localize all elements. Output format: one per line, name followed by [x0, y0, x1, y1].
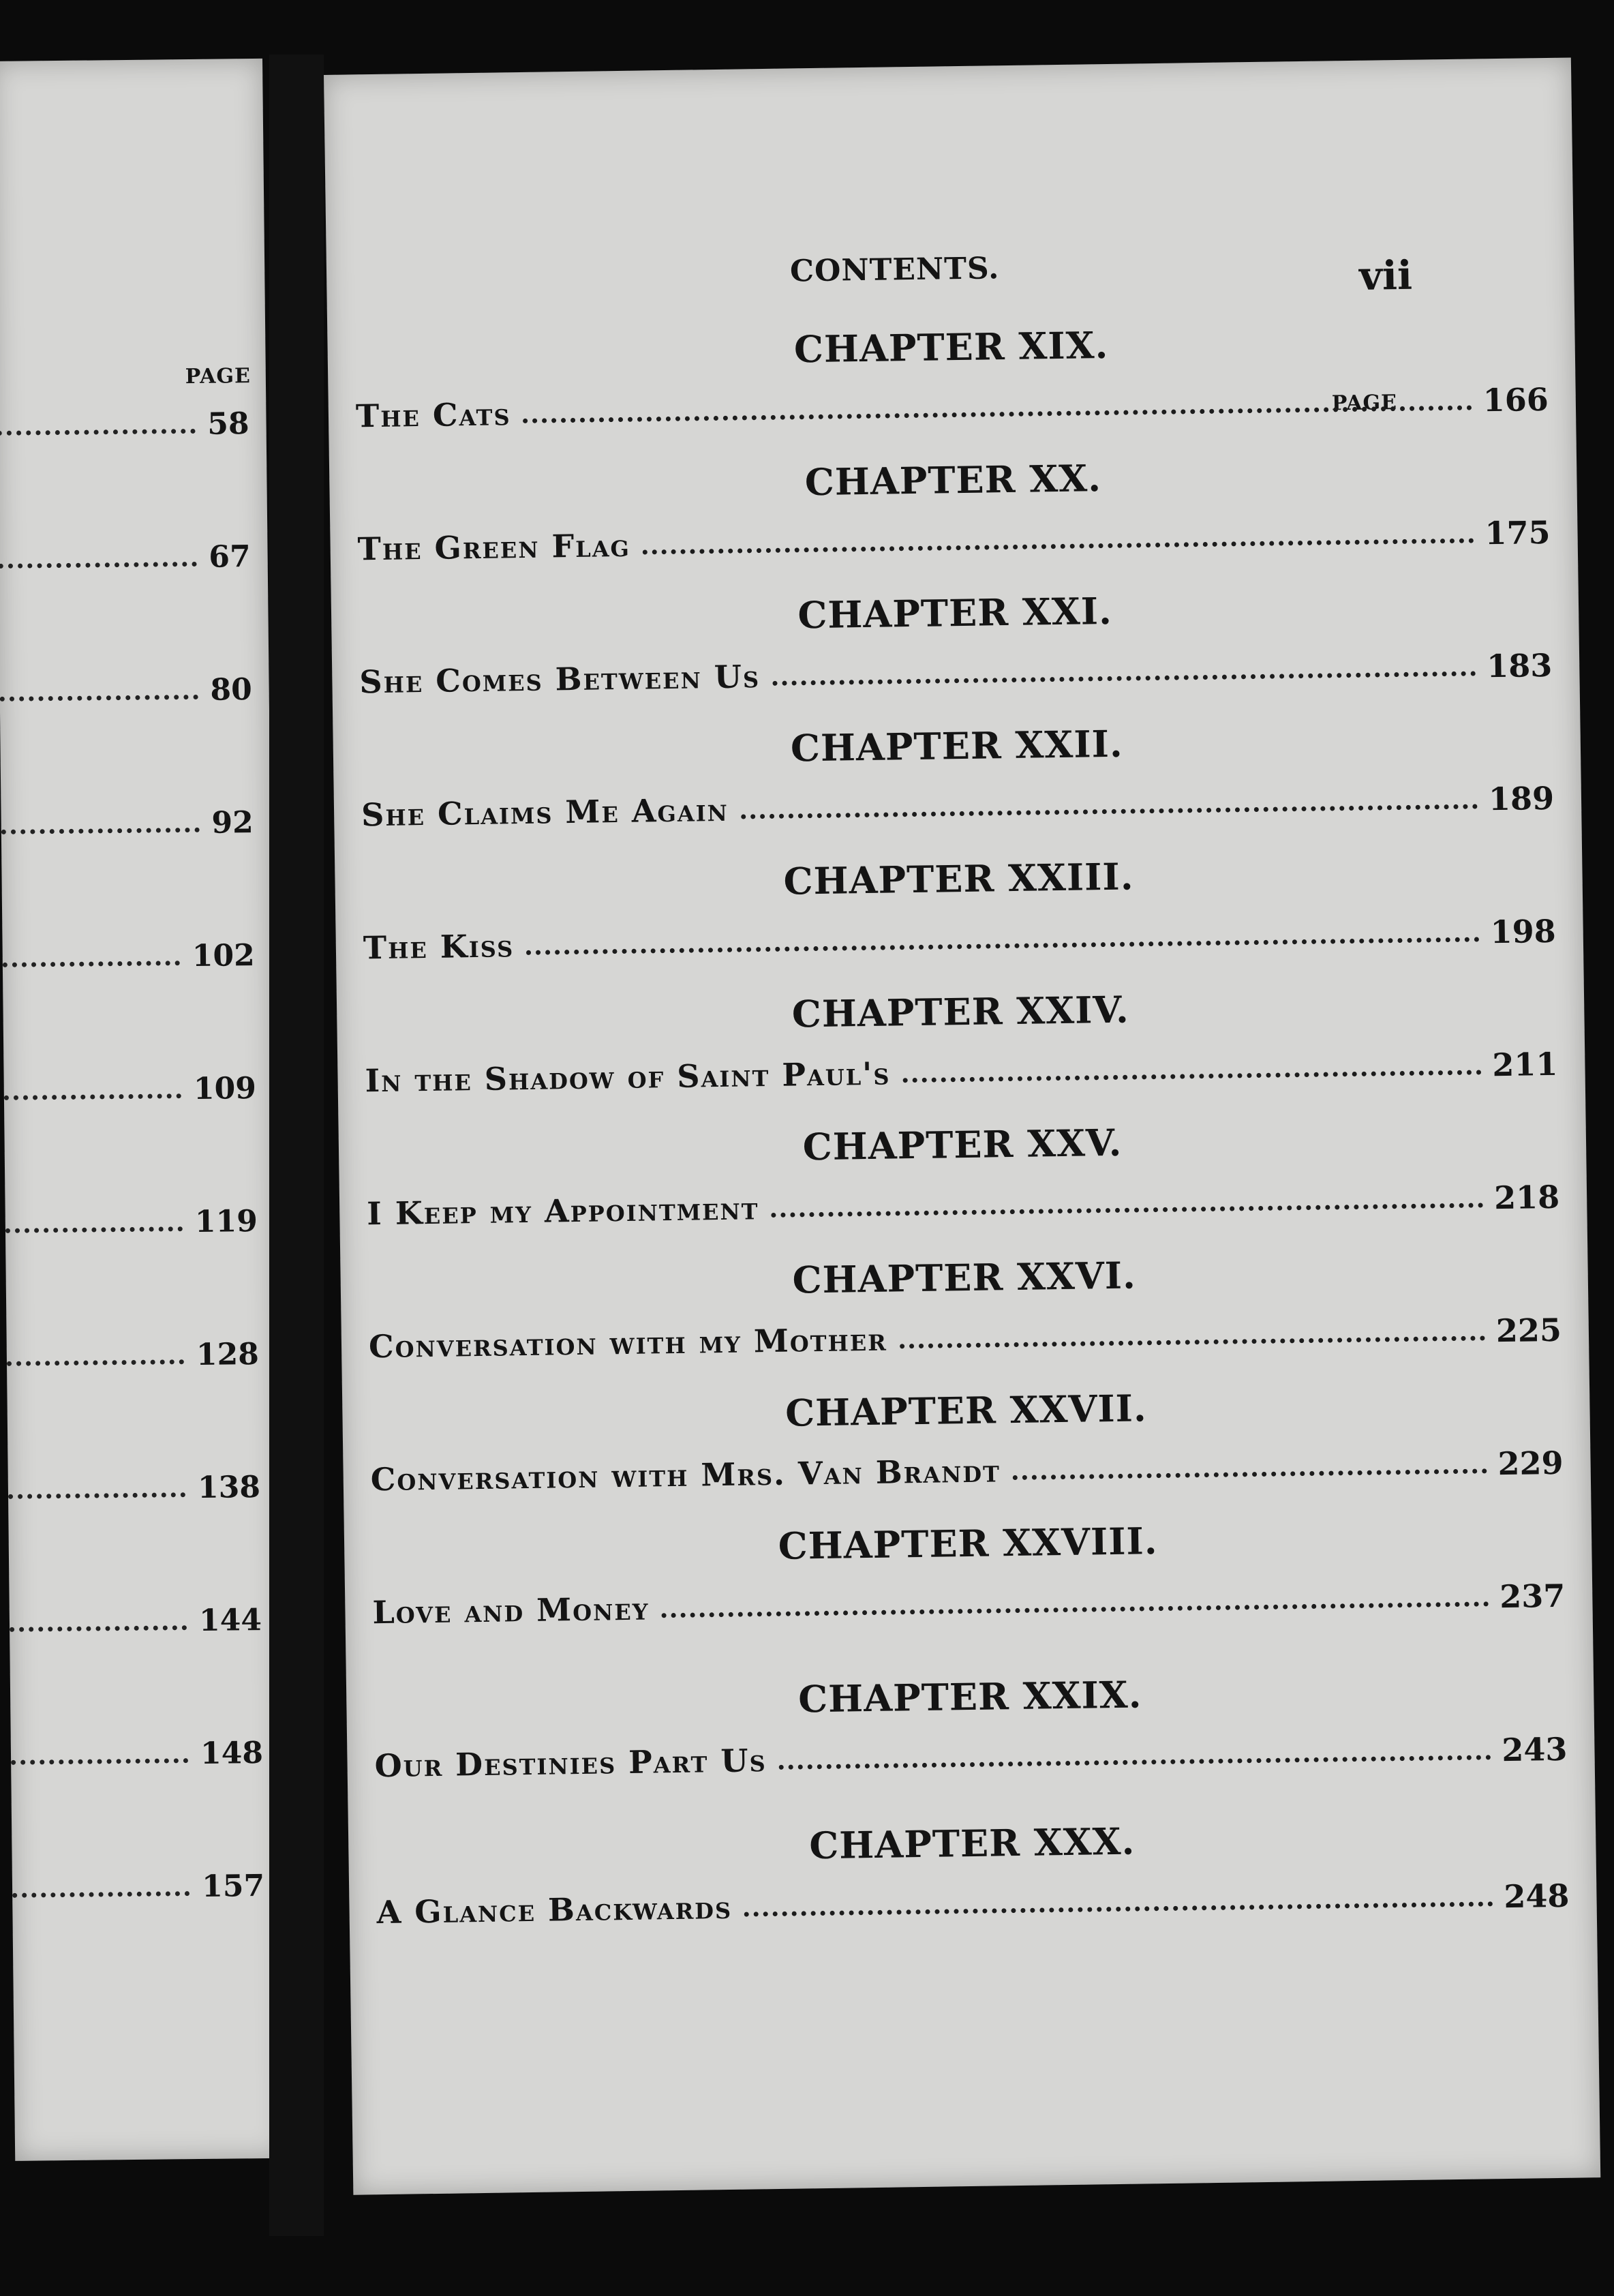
dot-leader	[0, 429, 195, 436]
chapter-title: Conversation with Mrs. Van Brandt	[370, 1452, 1001, 1498]
dot-leader	[11, 1758, 188, 1765]
chapter-heading: CHAPTER XIX.	[793, 322, 1109, 372]
chapter-page-number: 211	[1492, 1045, 1558, 1084]
dot-leader	[1013, 1468, 1487, 1480]
toc-row	[367, 1168, 1560, 1232]
chapter-entry	[333, 715, 1581, 862]
left-page-entry	[1, 802, 254, 843]
left-page-entry	[12, 1865, 265, 1906]
chapter-title: The Kiss	[363, 927, 515, 967]
chapter-entry	[339, 1114, 1587, 1261]
left-page-number: 119	[194, 1204, 258, 1239]
left-page-entry	[2, 935, 255, 976]
chapter-title: Love and Money	[372, 1590, 650, 1631]
left-page-number: 92	[211, 805, 254, 841]
dot-leader	[4, 1093, 181, 1100]
left-page-number: 157	[201, 1868, 265, 1904]
chapter-heading: CHAPTER XXX.	[808, 1819, 1136, 1868]
chapter-heading: CHAPTER XXIII.	[783, 854, 1134, 903]
left-page-entry	[0, 536, 251, 577]
chapter-heading: CHAPTER XXVIII.	[778, 1519, 1158, 1568]
dot-leader	[741, 804, 1478, 819]
toc-row	[365, 1035, 1558, 1099]
dot-leader	[0, 695, 198, 701]
chapter-title: In the Shadow of Saint Paul's	[365, 1055, 891, 1100]
toc-row	[363, 902, 1556, 966]
dot-leader	[744, 1901, 1493, 1916]
dot-leader	[8, 1492, 185, 1499]
chapter-page-number: 198	[1490, 912, 1557, 951]
dot-leader	[779, 1755, 1491, 1770]
chapter-entry	[342, 1380, 1591, 1527]
chapter-page-number: 166	[1482, 380, 1549, 419]
chapter-entry	[327, 316, 1576, 464]
dot-leader	[902, 1070, 1481, 1083]
left-page-number: 80	[210, 672, 252, 708]
chapter-heading: CHAPTER XXI.	[797, 588, 1113, 637]
left-page	[0, 59, 284, 2161]
chapter-title: She Claims Me Again	[361, 791, 729, 834]
chapter-heading: CHAPTER XXV.	[802, 1120, 1123, 1169]
chapter-entry	[344, 1513, 1593, 1660]
chapter-title: Conversation with my Mother	[368, 1320, 888, 1365]
chapter-title: I Keep my Appointment	[366, 1190, 759, 1233]
dot-leader	[900, 1335, 1485, 1348]
left-page-entry	[0, 403, 249, 444]
left-page-number: 58	[207, 406, 249, 442]
book-gutter	[269, 55, 324, 2236]
chapter-title: A Glance Backwards	[376, 1888, 733, 1931]
dot-leader	[3, 961, 180, 967]
dot-leader	[526, 937, 1480, 955]
chapter-title: She Comes Between Us	[359, 658, 761, 701]
dot-leader	[0, 562, 197, 569]
chapter-heading: CHAPTER XX.	[804, 456, 1102, 504]
chapter-page-number: 218	[1493, 1178, 1560, 1217]
dot-leader	[12, 1891, 189, 1898]
toc-row	[370, 1434, 1564, 1498]
chapter-title: The Cats	[355, 395, 511, 435]
chapter-title: Our Destinies Part Us	[374, 1742, 767, 1785]
left-page-entry	[11, 1732, 264, 1773]
chapter-entry	[346, 1666, 1595, 1813]
chapter-page-number: 229	[1497, 1444, 1564, 1483]
left-page-entry	[8, 1466, 261, 1507]
left-page-entry	[5, 1200, 258, 1241]
chapter-entry	[329, 449, 1578, 596]
left-page-number: 148	[200, 1735, 264, 1771]
chapter-heading: CHAPTER XXII.	[790, 721, 1124, 770]
toc-row	[374, 1720, 1568, 1784]
chapter-title: The Green Flag	[357, 526, 631, 568]
dot-leader	[772, 1203, 1484, 1218]
dot-leader	[7, 1359, 184, 1366]
left-page-number: 128	[196, 1337, 260, 1372]
left-page-number: 109	[193, 1071, 257, 1107]
page-column-label: PAGE	[1331, 391, 1398, 416]
toc-row	[357, 503, 1551, 567]
chapter-page-number: 243	[1502, 1730, 1568, 1769]
chapter-entry	[340, 1247, 1589, 1394]
left-page-entry	[3, 1068, 256, 1108]
chapter-heading: CHAPTER XXIV.	[791, 987, 1130, 1036]
dot-leader	[662, 1601, 1489, 1618]
chapter-entry	[348, 1813, 1597, 1960]
left-page-number: 102	[192, 938, 256, 974]
chapter-page-number: 237	[1499, 1577, 1566, 1616]
left-page-entry	[10, 1599, 262, 1640]
left-page-entry	[0, 669, 252, 710]
toc-row	[372, 1567, 1566, 1631]
chapter-heading: CHAPTER XXVII.	[785, 1386, 1148, 1435]
chapter-page-number: 248	[1504, 1877, 1570, 1916]
chapter-entry	[335, 848, 1583, 995]
left-page-number: 144	[198, 1603, 262, 1638]
dot-leader	[523, 406, 1472, 423]
dot-leader	[772, 671, 1476, 685]
chapter-heading: CHAPTER XXIX.	[797, 1672, 1142, 1721]
chapter-page-number: 225	[1495, 1311, 1562, 1350]
dot-leader	[10, 1625, 187, 1632]
toc-row	[368, 1301, 1562, 1365]
dot-leader	[643, 539, 1474, 555]
toc-row	[376, 1867, 1570, 1931]
right-page	[324, 57, 1600, 2194]
chapter-entry	[331, 582, 1580, 729]
toc-row	[361, 769, 1555, 833]
left-page-number: 138	[197, 1470, 261, 1505]
page-folio: vii	[1358, 252, 1413, 299]
left-page-number: 67	[209, 539, 251, 575]
chapter-page-number: 183	[1486, 646, 1553, 685]
toc-row	[359, 636, 1553, 700]
toc-row	[355, 370, 1549, 434]
left-page-entry	[7, 1333, 260, 1374]
chapter-entry	[337, 981, 1585, 1128]
dot-leader	[1, 828, 200, 834]
chapter-heading: CHAPTER XXVI.	[792, 1253, 1137, 1302]
chapter-page-number: 175	[1484, 513, 1551, 552]
dot-leader	[5, 1226, 183, 1233]
left-page-label: PAGE	[185, 364, 252, 389]
chapter-page-number: 189	[1488, 779, 1555, 818]
running-header-title: CONTENTS.	[789, 251, 1000, 289]
